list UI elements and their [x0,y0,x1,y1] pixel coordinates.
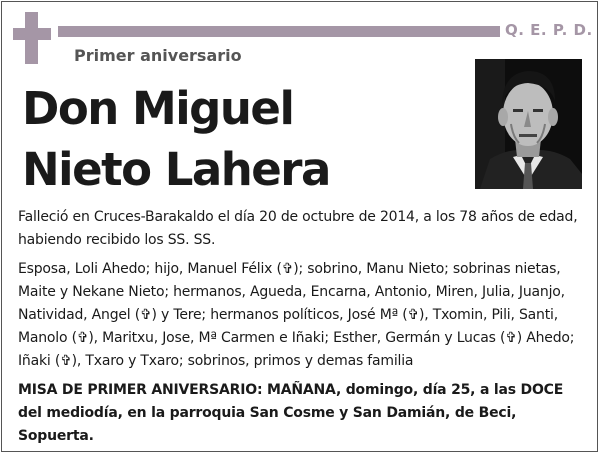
deceased-name-line-1: Don Miguel [22,82,294,135]
family-list-text: Esposa, Loli Ahedo; hijo, Manuel Félix (✞); sobrino, Manu Nieto; sobrinas nietas, Maite y Nekane Nieto; hermanos, Agueda, Encarna, Antonio, Miren, Julia, Juanjo, Natividad, Angel (✞) y Tere; hermanos políticos, José Mª (✞), Txomin, Pili, Santi, Manolo (✞), Maritxu, Jose, Mª Carmen e Iñaki; Esther, Germán y Lucas (✞) Ahedo; Iñaki (✞), Txaro y Txaro; sobrinos, primos y demas familia [18,261,575,369]
header-bar [58,26,500,37]
death-notice-text: Falleció en Cruces-Barakaldo el día 20 de octubre de 2014, a los 78 años de edad, habiendo recibido los SS. SS. [18,209,578,248]
portrait-photo [475,59,582,189]
cross-icon [13,12,51,64]
anniversary-subtitle: Primer aniversario [74,46,242,65]
deceased-name-line-2: Nieto Lahera [22,143,330,196]
qepd-label: Q. E. P. D. [505,21,593,39]
obituary-card [1,1,598,452]
mass-announcement-text: MISA DE PRIMER ANIVERSARIO: MAÑANA, domingo, día 25, a las DOCE del mediodía, en la parroquia San Cosme y San Damián, de Beci, Sopuerta. [18,382,564,444]
